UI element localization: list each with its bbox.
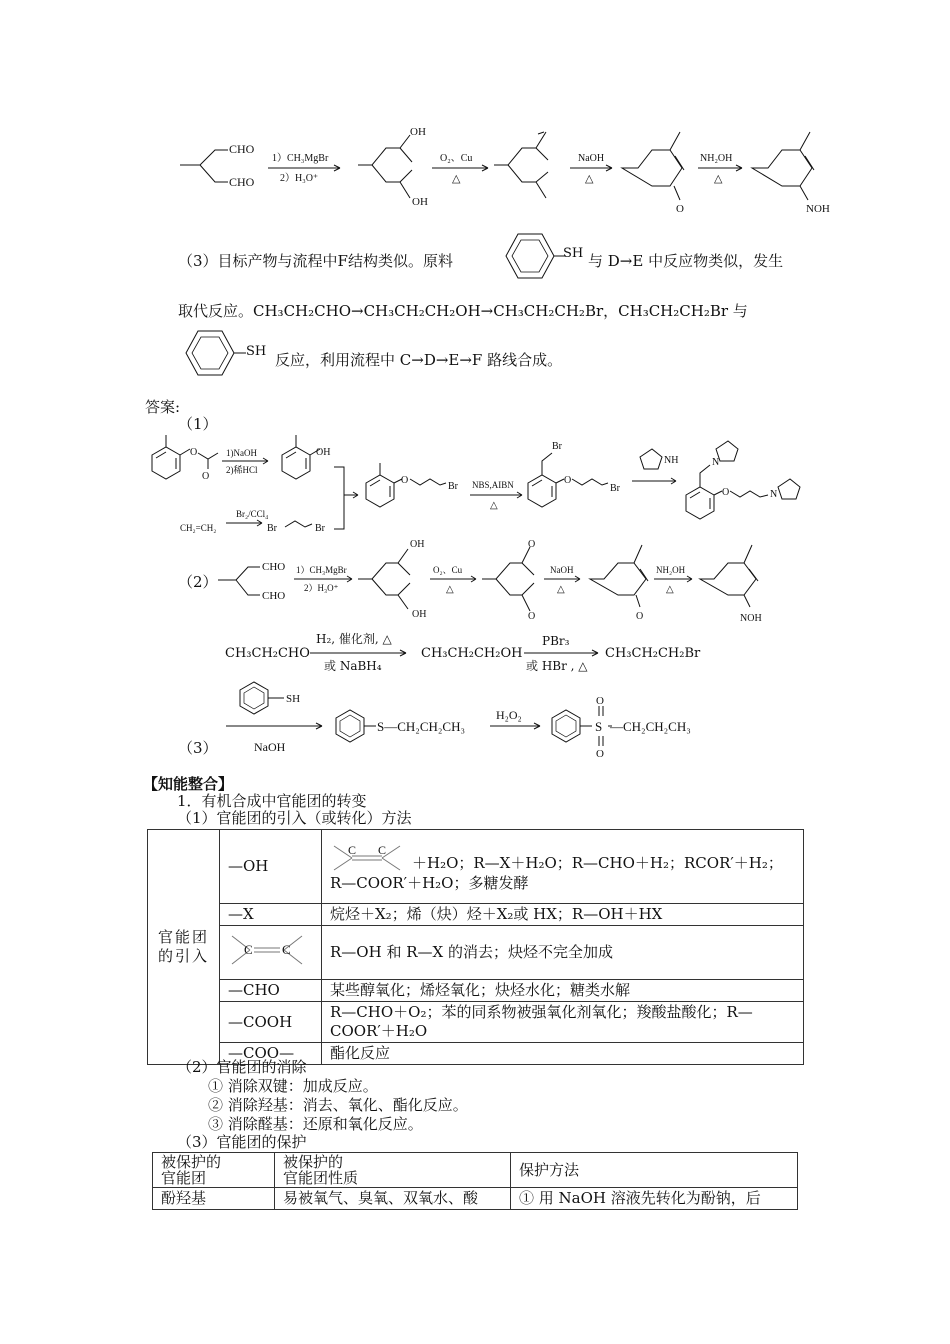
a1-o-4: O	[564, 475, 572, 486]
a3-arrow-1	[310, 648, 410, 658]
a1-nh: NH	[664, 455, 679, 466]
answer-label: 答案:	[145, 398, 181, 416]
method-ester: 酯化反应	[322, 1043, 804, 1065]
cho-label-2: CHO	[229, 175, 255, 189]
a2-cho-1: CHO	[262, 561, 286, 573]
oh-label-1: OH	[410, 126, 426, 138]
a2-oh-1: OH	[410, 539, 425, 550]
a3-naoh: NaOH	[254, 740, 286, 754]
a3-sulfone-chain: —CH₂CH₂CH₃	[610, 719, 691, 734]
top-reaction-scheme	[0, 0, 950, 220]
step2-reagent: O₂、Cu	[440, 153, 473, 164]
elim-2: ② 消除羟基：消去、氧化、酯化反应。	[208, 1096, 468, 1114]
method-cho: 某些醇氧化；烯烃氧化；炔烃水化；糖类水解	[322, 980, 804, 1002]
a1-o-1: O	[190, 447, 198, 458]
heat-1: △	[452, 173, 461, 185]
method-cooh-a: R—CHO＋O₂；苯的同系物被强氧化剂氧化；羧酸盐酸化；R—	[330, 1003, 753, 1021]
a1-br-5: Br	[315, 523, 325, 534]
a3-step1-bot: 或 NaBH₄	[324, 659, 382, 673]
alkene-group-icon	[228, 930, 308, 970]
step1-reagent-a: 1）CH₃MgBr	[272, 153, 329, 164]
a2-noh: NOH	[740, 613, 762, 624]
a1-o-3: O	[401, 475, 409, 486]
heat-2: △	[585, 173, 594, 185]
functional-group-table	[147, 829, 804, 1065]
sh-label-1: SH	[563, 246, 584, 261]
table-rowhead: 官能团的引入	[148, 830, 220, 1065]
summary-item1: 1．有机合成中官能团的转变	[177, 792, 367, 810]
answer-part1-scheme	[0, 425, 950, 535]
elim-3: ③ 消除醛基：还原和氧化反应。	[208, 1115, 423, 1133]
svg-text:C: C	[378, 843, 387, 857]
a2-heat-2: △	[557, 584, 565, 595]
a2-o-1: O	[528, 539, 536, 550]
a1-heat: △	[490, 500, 498, 511]
a2-step1-b: 2）H₃O⁺	[304, 583, 339, 593]
a1-nbs: NBS,AIBN	[472, 480, 514, 490]
td-phenol-property: 易被氧气、臭氧、双氧水、酸	[275, 1188, 511, 1210]
summary-sub2: （2）官能团的消除	[177, 1058, 307, 1076]
group-oh: —OH	[220, 830, 322, 904]
step1-reagent-b: 2）H₃O⁺	[280, 173, 319, 184]
a1-step1-b: 2)稀HCl	[226, 465, 258, 475]
a2-step1-a: 1）CH₃MgBr	[296, 565, 347, 575]
cho-label-1: CHO	[229, 142, 255, 156]
protection-table	[152, 1152, 798, 1210]
method-oh	[322, 830, 804, 904]
a1-step1-a: 1)NaOH	[226, 448, 257, 458]
a1-ethylene: CH₂=CH₂	[180, 523, 217, 533]
a3-propanol: CH₃CH₂CH₂OH	[421, 646, 523, 661]
method-oh-a: ＋H₂O；R—X＋H₂O；R—CHO＋H₂；RCOR′＋H₂；	[412, 854, 783, 872]
a3-propanal: CH₃CH₂CHO	[225, 646, 310, 661]
alkene-icon	[330, 840, 410, 874]
a3-arrow-2	[524, 648, 604, 658]
a1-n-2: N	[770, 489, 778, 500]
a3-propyl-bromide: CH₃CH₂CH₂Br	[605, 646, 701, 661]
method-oh-b: R—COOR′＋H₂O；多糖发酵	[330, 874, 529, 892]
answer-part1-label: （1）	[178, 415, 218, 433]
heat-3: △	[714, 173, 723, 185]
summary-sub3: （3）官能团的保护	[177, 1133, 307, 1151]
a3-thioether: S—CH₂CH₂CH₃	[377, 719, 466, 734]
answer-part2-label: （2）	[178, 573, 218, 591]
answer-part3-scheme	[0, 680, 950, 760]
a3-step2-top: PBr₃	[542, 634, 570, 648]
a1-br-2: Br	[552, 441, 562, 452]
a1-n-1: N	[712, 457, 720, 468]
ketone-o-label: O	[676, 203, 684, 215]
a2-heat-3: △	[666, 584, 674, 595]
svg-text:C: C	[244, 942, 253, 957]
part3-line3: 反应，利用流程中 C→D→E→F 路线合成。	[275, 351, 563, 369]
a2-step3: NaOH	[550, 565, 574, 575]
group-ester: —COO—	[220, 1043, 322, 1065]
oh-label-2: OH	[412, 196, 428, 208]
elim-1: ① 消除双键：加成反应。	[208, 1077, 378, 1095]
part3-line1-a: （3）目标产物与流程中F结构类似。原料	[178, 252, 453, 270]
a1-br2: Br₂/CCl₄	[236, 509, 269, 519]
a2-cho-2: CHO	[262, 590, 286, 602]
svg-text:C: C	[282, 942, 291, 957]
th-method: 保护方法	[511, 1153, 798, 1188]
summary-sub1: （1）官能团的引入（或转化）方法	[177, 809, 412, 827]
method-cooh-b: COOR′＋H₂O	[330, 1022, 428, 1040]
part3-line2: 取代反应。CH₃CH₂CHO→CH₃CH₂CH₂OH→CH₃CH₂CH₂Br，CH₃CH₂CH₂Br 与	[178, 302, 748, 320]
a3-step2-bot: 或 HBr , △	[526, 659, 588, 673]
method-alkene: R—OH 和 R—X 的消去；炔烃不完全加成	[322, 926, 804, 980]
td-phenol: 酚羟基	[153, 1188, 275, 1210]
a2-heat-1: △	[446, 584, 454, 595]
a3-o-bot: O	[596, 748, 604, 760]
a3-sh: SH	[286, 693, 301, 705]
th-property: 被保护的 官能团性质	[275, 1153, 511, 1188]
group-cooh: —COOH	[220, 1002, 322, 1043]
method-x: 烷烃＋X₂；烯（炔）烃＋X₂或 HX；R—OH＋HX	[322, 904, 804, 926]
a3-step1-top: H₂, 催化剂, △	[316, 632, 392, 646]
a1-br-4: Br	[267, 523, 277, 534]
a3-s: S	[595, 719, 603, 734]
group-cho: —CHO	[220, 980, 322, 1002]
a1-o-2: O	[202, 471, 210, 482]
summary-heading: 【知能整合】	[143, 775, 234, 793]
answer-part2-scheme	[0, 535, 950, 625]
a1-br-3: Br	[610, 483, 620, 494]
a2-o-2: O	[528, 611, 536, 622]
a2-oh-2: OH	[412, 609, 427, 620]
noh-label: NOH	[806, 203, 830, 215]
a1-o-5: O	[722, 487, 730, 498]
a1-oh: OH	[316, 447, 331, 458]
group-alkene	[220, 926, 322, 980]
a2-o-3: O	[636, 611, 644, 622]
answer-part3-label: （3）	[178, 739, 218, 757]
step3-reagent: NaOH	[578, 153, 605, 164]
a1-br-1: Br	[448, 481, 458, 492]
sh-label-2: SH	[246, 344, 267, 359]
a3-o-top: O	[596, 695, 604, 707]
a3-h2o2: H₂O₂	[496, 708, 522, 722]
td-phenol-method: ① 用 NaOH 溶液先转化为酚钠，后	[511, 1188, 798, 1210]
a2-step4: NH₂OH	[656, 565, 686, 575]
svg-text:C: C	[348, 843, 357, 857]
group-x: —X	[220, 904, 322, 926]
method-cooh	[322, 1002, 804, 1043]
a2-step2: O₂、Cu	[433, 565, 463, 575]
part3-line1-b: 与 D→E 中反应物类似，发生	[588, 252, 784, 270]
th-group: 被保护的 官能团	[153, 1153, 275, 1188]
step4-reagent: NH₂OH	[700, 153, 733, 164]
